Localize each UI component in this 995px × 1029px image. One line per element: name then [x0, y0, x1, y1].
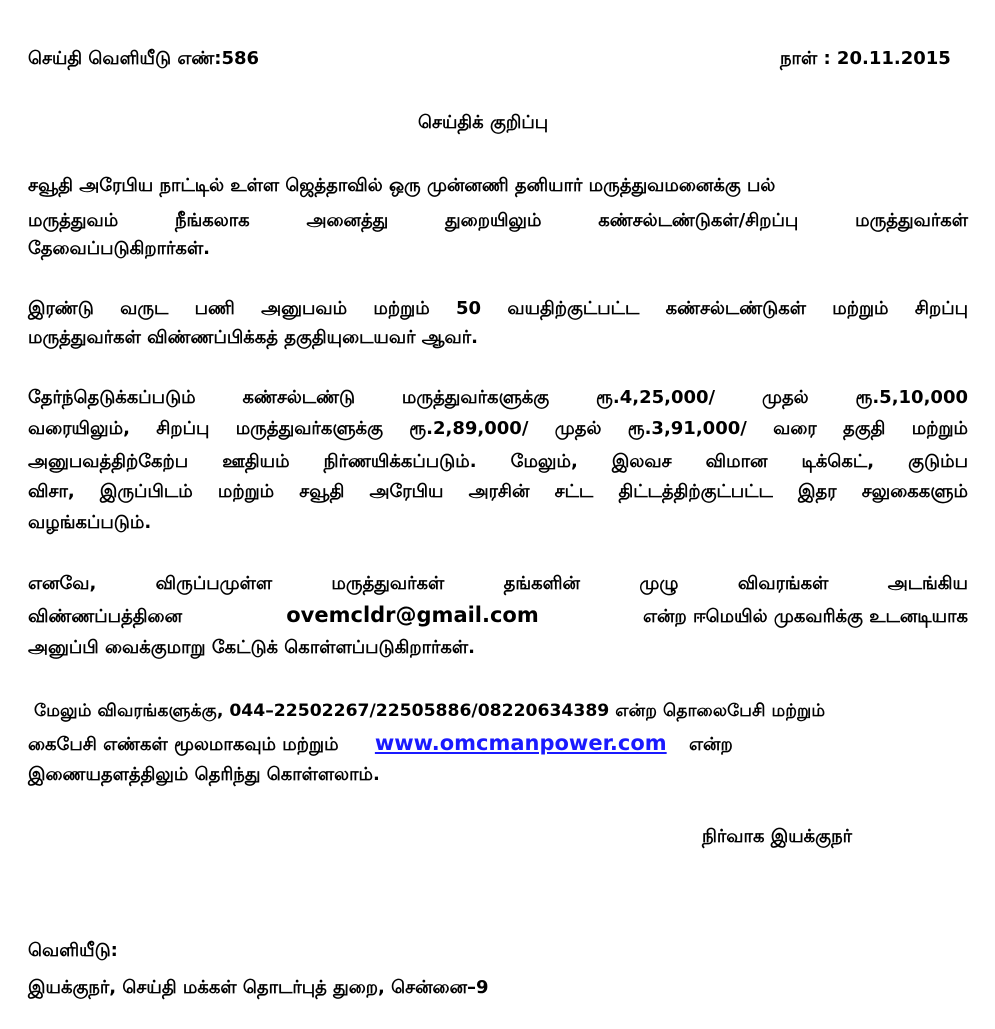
paragraph-line: தேவைப்படுகிறார்கள்.: [28, 238, 211, 259]
signature: நிர்வாக இயக்குநர்: [702, 826, 853, 847]
footer-issuer: இயக்குநர், செய்தி மக்கள் தொடர்புத் துறை, சென்னை–9: [28, 977, 489, 998]
paragraph-text: விண்ணப்பத்தினை: [28, 606, 183, 627]
paragraph-line: [28, 732, 733, 756]
paragraph-line: எனவே, விருப்பமுள்ள மருத்துவர்கள் தங்களின் முழு விவரங்கள் அடங்கிய: [28, 573, 968, 594]
release-number: செய்தி வெளியீடு எண்:586: [28, 48, 260, 69]
paragraph-line: இரண்டு வருட பணி அனுபவம் மற்றும் 50 வயதிற்குட்பட்ட கண்சல்டண்டுகள் மற்றும் சிறப்பு: [28, 298, 968, 319]
website-link[interactable]: www.omcmanpower.com: [374, 731, 667, 755]
paragraph-text: கைபேசி எண்கள் மூலமாகவும் மற்றும்: [28, 734, 339, 755]
email-address[interactable]: ovemcldr@gmail.com: [286, 603, 539, 627]
paragraph-line: வழங்கப்படும்.: [28, 512, 152, 533]
paragraph-line: அனுபவத்திற்கேற்ப ஊதியம் நிர்ணயிக்கப்படும். மேலும், இலவச விமான டிக்கெட், குடும்ப: [28, 451, 968, 472]
paragraph-line: விசா, இருப்பிடம் மற்றும் சவூதி அரேபிய அரசின் சட்ட திட்டத்திற்குட்பட்ட இதர சலுகைகளும்: [28, 481, 968, 502]
paragraph-line: வரையிலும், சிறப்பு மருத்துவர்களுக்கு ரூ.2,89,000/ முதல் ரூ.3,91,000/ வரை தகுதி மற்றும்: [28, 418, 968, 439]
paragraph-line: மேலும் விவரங்களுக்கு, 044–22502267/22505886/08220634389 என்ற தொலைபேசி மற்றும்: [34, 701, 826, 721]
paragraph-text: என்ற ஈமெயில் முகவரிக்கு உடனடியாக: [642, 606, 968, 627]
paragraph-line: தேர்ந்தெடுக்கப்படும் கண்சல்டண்டு மருத்துவர்களுக்கு ரூ.4,25,000/ முதல் ரூ.5,10,000: [28, 387, 968, 408]
paragraph-line: இணையதளத்திலும் தெரிந்து கொள்ளலாம்.: [28, 764, 380, 785]
paragraph-line: மருத்துவர்கள் விண்ணப்பிக்கத் தகுதியுடையவர் ஆவர்.: [28, 327, 478, 348]
paragraph-line: சவூதி அரேபிய நாட்டில் உள்ள ஜெத்தாவில் ஒரு முன்னணி தனியார் மருத்துவமனைக்கு பல்: [28, 175, 776, 196]
document-title: செய்திக் குறிப்பு: [418, 112, 549, 133]
release-date: நாள் : 20.11.2015: [780, 48, 951, 69]
paragraph-line: [28, 604, 968, 628]
footer-label: வெளியீடு:: [28, 940, 118, 961]
paragraph-text: என்ற: [688, 734, 733, 755]
paragraph-line: மருத்துவம் நீங்கலாக அனைத்து துறையிலும் கண்சல்டண்டுகள்/சிறப்பு மருத்துவர்கள்: [28, 210, 968, 231]
paragraph-line: அனுப்பி வைக்குமாறு கேட்டுக் கொள்ளப்படுகிறார்கள்.: [28, 637, 475, 658]
